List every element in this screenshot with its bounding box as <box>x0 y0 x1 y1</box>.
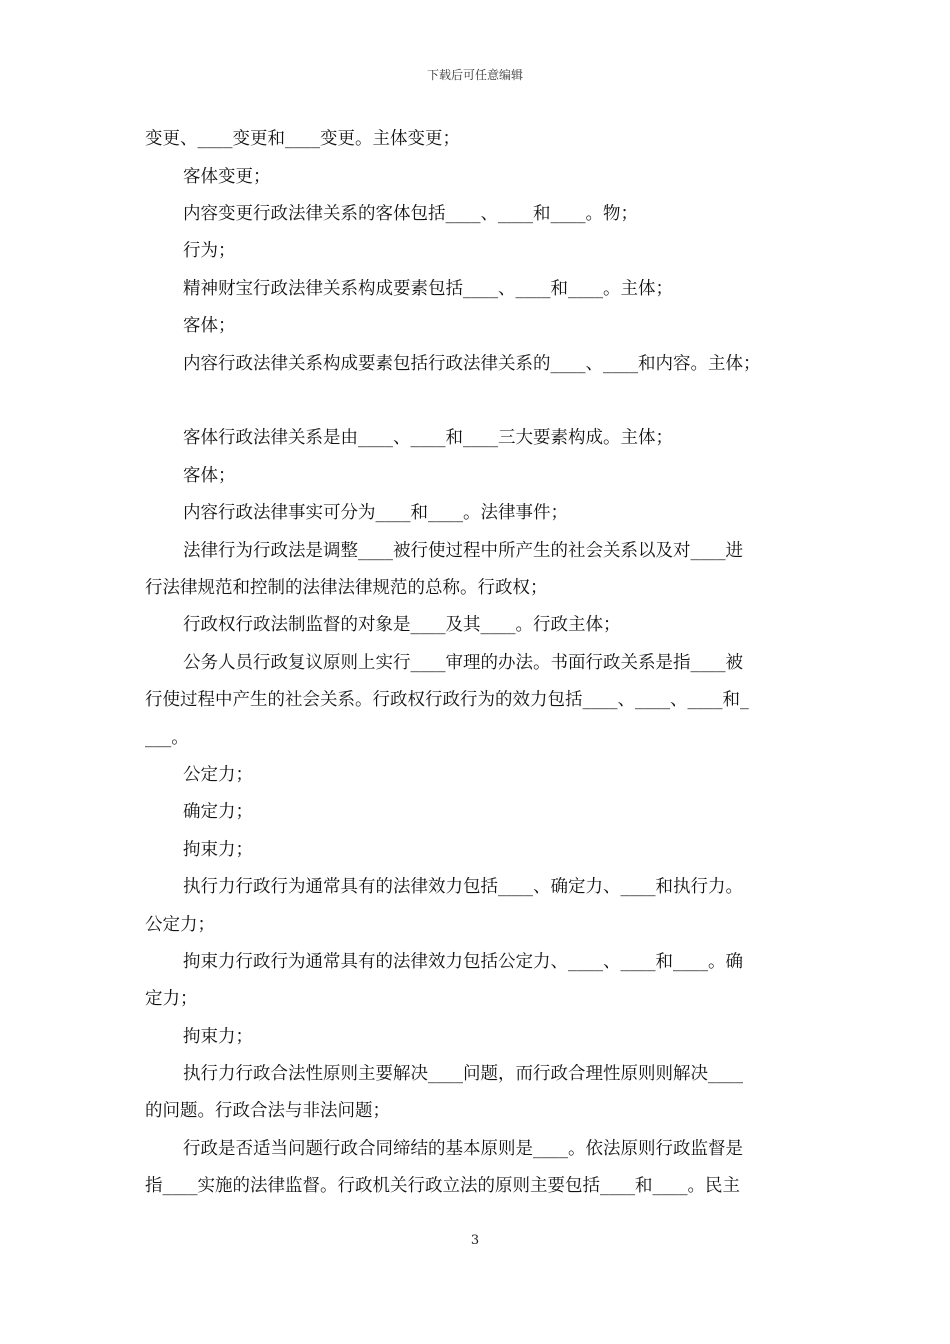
page-header: 下载后可任意编辑 <box>426 68 523 82</box>
page-number: 3 <box>470 1233 480 1248</box>
